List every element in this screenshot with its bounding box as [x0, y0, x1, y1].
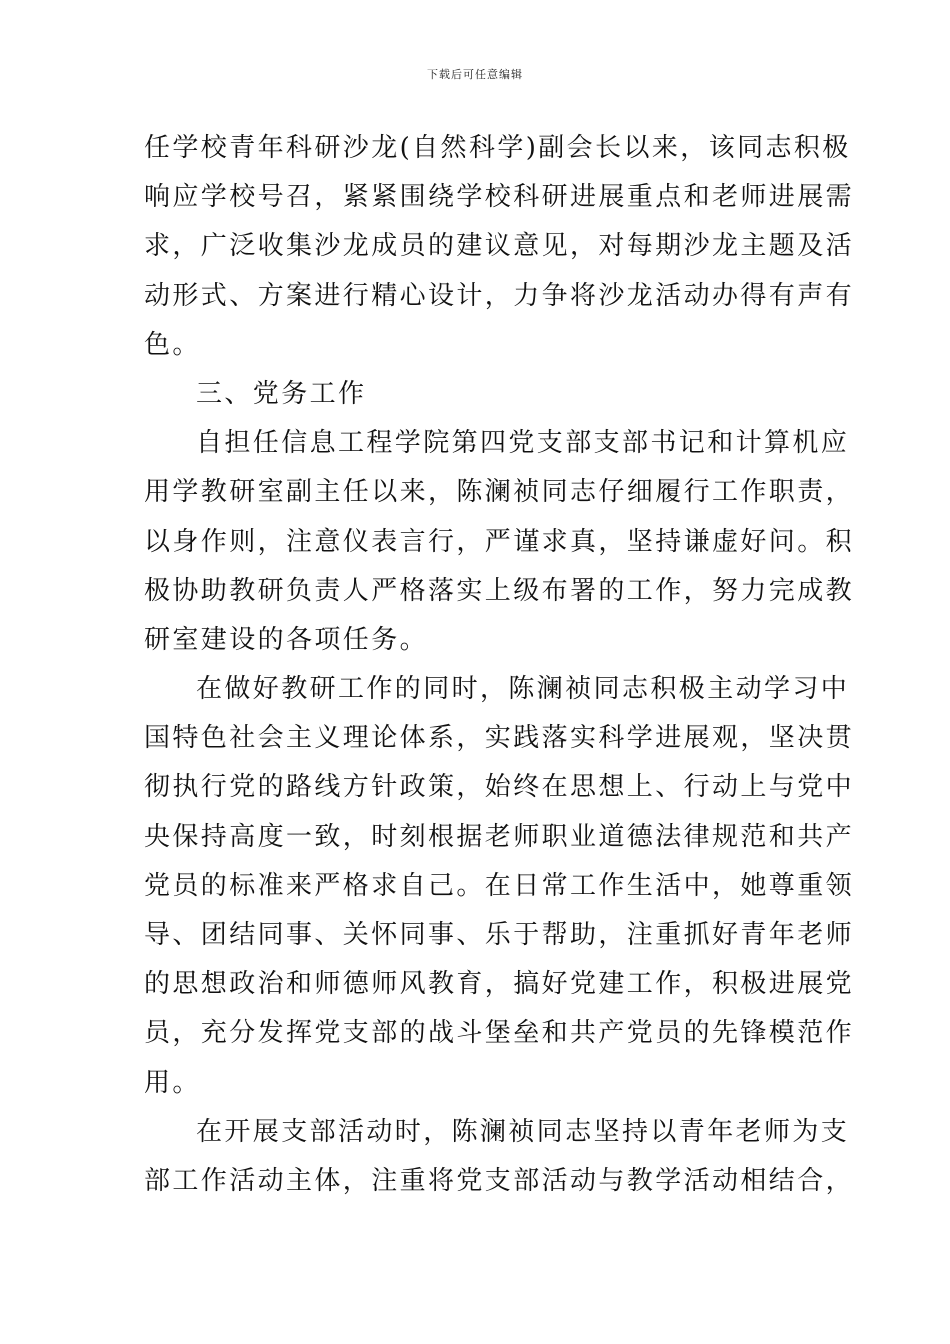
paragraph-line: 求，广泛收集沙龙成员的建议意见，对每期沙龙主题及活	[144, 231, 855, 262]
paragraph-line: 色。	[144, 329, 201, 360]
paragraph-first-line: 在做好教研工作的同时，陈澜祯同志积极主动学习中	[196, 674, 850, 705]
paragraph-line: 央保持高度一致，时刻根据老师职业道德法律规范和共产	[144, 821, 855, 852]
paragraph-line: 彻执行党的路线方针政策，始终在思想上、行动上与党中	[144, 772, 855, 803]
section-heading: 三、党务工作	[196, 378, 367, 409]
paragraph-line: 员，充分发挥党支部的战斗堡垒和共产党员的先锋模范作	[144, 1018, 855, 1049]
paragraph-first-line: 在开展支部活动时，陈澜祯同志坚持以青年老师为支	[196, 1116, 850, 1147]
paragraph-line: 以身作则，注意仪表言行，严谨求真，坚持谦虚好问。积	[144, 526, 855, 557]
paragraph-line: 国特色社会主义理论体系，实践落实科学进展观，坚决贯	[144, 723, 855, 754]
paragraph-line: 导、团结同事、关怀同事、乐于帮助，注重抓好青年老师	[144, 920, 855, 950]
paragraph-line: 研室建设的各项任务。	[144, 624, 429, 655]
paragraph-line: 部工作活动主体，注重将党支部活动与教学活动相结合，	[144, 1165, 855, 1196]
paragraph-line: 用学教研室副主任以来，陈澜祯同志仔细履行工作职责，	[144, 477, 855, 508]
paragraph-line: 响应学校号召，紧紧围绕学校科研进展重点和老师进展需	[144, 182, 855, 213]
paragraph-line: 党员的标准来严格求自己。在日常工作生活中，她尊重领	[144, 870, 855, 901]
header-note: 下载后可任意编辑	[427, 68, 523, 81]
paragraph-line: 的思想政治和师德师风教育，搞好党建工作，积极进展党	[144, 969, 855, 1000]
paragraph-line: 极协助教研负责人严格落实上级布署的工作，努力完成教	[144, 575, 855, 606]
paragraph-line: 任学校青年科研沙龙(自然科学)副会长以来，该同志积极	[144, 133, 851, 163]
paragraph-line: 用。	[144, 1067, 201, 1098]
paragraph-line: 动形式、方案进行精心设计，力争将沙龙活动办得有声有	[144, 280, 855, 311]
paragraph-first-line: 自担任信息工程学院第四党支部支部书记和计算机应	[196, 428, 850, 459]
body-text	[144, 124, 855, 1206]
